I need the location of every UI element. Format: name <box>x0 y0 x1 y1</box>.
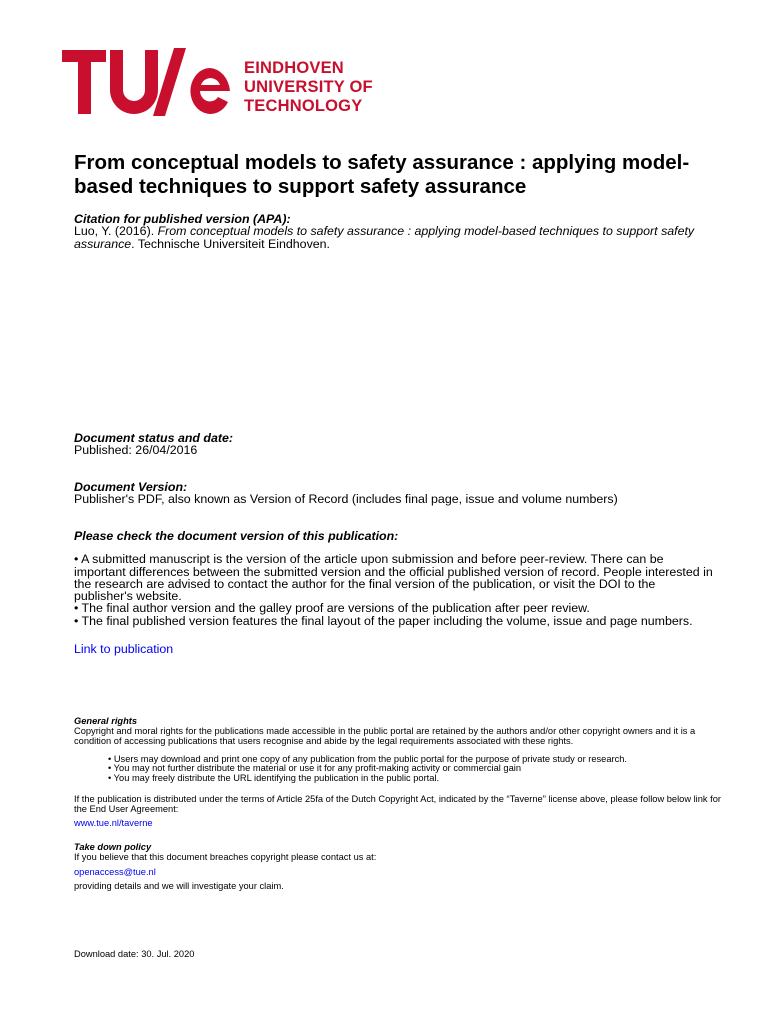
citation-authors: Luo, Y. (2016). <box>74 224 158 239</box>
rights-bullet-1: • Users may download and print one copy of any publication from the public portal for the purpose of private study or research. <box>108 754 627 764</box>
citation-italic-title: From conceptual models to safety assurance : applying model-based techniques to support safety assurance <box>74 224 695 251</box>
rights-bullets <box>108 755 627 783</box>
takedown-email-link[interactable]: openaccess@tue.nl <box>74 867 156 877</box>
logo-line-1: EINDHOVEN <box>244 59 344 77</box>
rights-text: Copyright and moral rights for the publications made accessible in the public portal are retained by the authors and/or other copyright owners and it is a condition of accessing publications that users recognise and abide by the legal requirements associated with these rights. <box>74 726 696 747</box>
download-date: Download date: 30. Jul. 2020 <box>74 949 195 959</box>
status-value: Published: 26/04/2016 <box>74 443 198 458</box>
tue-logo-mark <box>62 48 230 118</box>
check-paragraph-2: • The final author version and the galley proof are versions of the publication after peer review. <box>74 601 590 616</box>
university-name <box>244 59 373 116</box>
takedown-text: If you believe that this document breaches copyright please contact us at: <box>74 852 377 863</box>
document-title: From conceptual models to safety assurance : applying model-based techniques to support safety assurance <box>74 151 690 198</box>
citation-heading: Citation for published version (APA): <box>74 212 291 226</box>
rights-bullet-2: • You may not further distribute the material or use it for any profit-making activity or commercial gain <box>108 763 522 774</box>
rights-section <box>74 716 724 747</box>
version-value: Publisher's PDF, also known as Version of Record (includes final page, issue and volume numbers) <box>74 492 618 507</box>
version-heading: Document Version: <box>74 480 188 494</box>
citation-text <box>74 225 714 250</box>
takedown-heading: Take down policy <box>74 842 152 852</box>
status-heading: Document status and date: <box>74 431 234 445</box>
logo-line-2: UNIVERSITY OF <box>244 78 373 96</box>
rights-bullet-3: • You may freely distribute the URL identifying the publication in the public portal. <box>108 772 440 783</box>
takedown-section <box>74 842 724 862</box>
link-to-publication[interactable]: Link to publication <box>74 642 174 656</box>
taverne-link[interactable]: www.tue.nl/taverne <box>74 818 153 828</box>
takedown-after: providing details and we will investigate your claim. <box>74 881 284 891</box>
logo-line-3: TECHNOLOGY <box>244 97 363 115</box>
check-section <box>74 530 714 627</box>
version-section <box>74 481 714 506</box>
rights-heading: General rights <box>74 716 138 726</box>
check-paragraph-1: • A submitted manuscript is the version of the article upon submission and before peer-review. There can be important differences between the submitted version and the official published version of record. People interested in the research are advised to contact the author for the final version of the publication, or visit the DOI to the publisher's website. <box>74 552 713 604</box>
taverne-text: If the publication is distributed under the terms of Article 25fa of the Dutch Copyright Act, indicated by the “Taverne” license above, please follow below link for the End User Agreement: <box>74 794 722 815</box>
citation-section <box>74 213 714 250</box>
citation-publisher: . Technische Universiteit Eindhoven. <box>131 236 330 251</box>
check-paragraph-3: • The final published version features the final layout of the paper including the volume, issue and page numbers. <box>74 613 693 628</box>
status-section <box>74 432 714 457</box>
check-heading: Please check the document version of this publication: <box>74 529 399 543</box>
